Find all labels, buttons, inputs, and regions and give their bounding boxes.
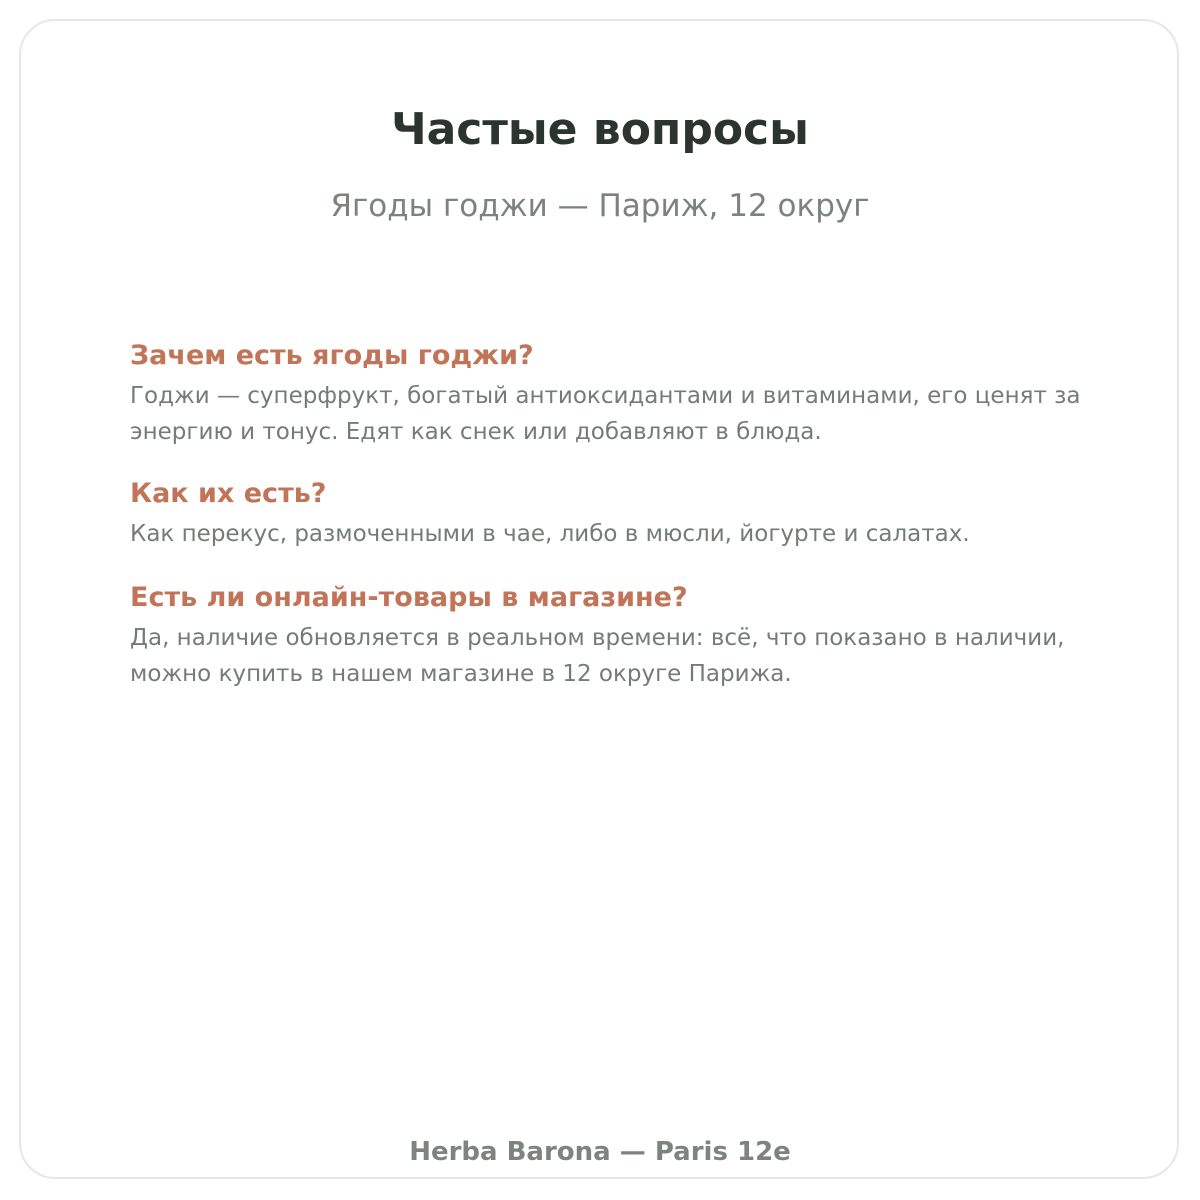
faq-question: Есть ли онлайн-товары в магазине?	[130, 582, 688, 613]
faq-item	[130, 476, 1090, 552]
faq-answer: Да, наличие обновляется в реальном времени: всё, что показано в наличии, можно купить в нашем магазине в 12 округе Парижа.	[130, 625, 1065, 687]
faq-item	[130, 580, 1090, 692]
faq-answer: Как перекус, размоченными в чае, либо в мюсли, йогурте и салатах.	[130, 521, 970, 547]
page-subtitle: Ягоды годжи — Париж, 12 округ	[330, 188, 870, 224]
faq-question: Зачем есть ягоды годжи?	[130, 340, 534, 371]
faq-question: Как их есть?	[130, 478, 327, 509]
faq-item	[130, 338, 1090, 450]
footer-brand: Herba Barona — Paris 12e	[409, 1137, 791, 1167]
page-title: Частые вопросы	[391, 104, 809, 155]
faq-answer: Годжи — суперфрукт, богатый антиоксидантами и витаминами, его ценят за энергию и тонус. Едят как снек или добавляют в блюда.	[130, 383, 1081, 445]
